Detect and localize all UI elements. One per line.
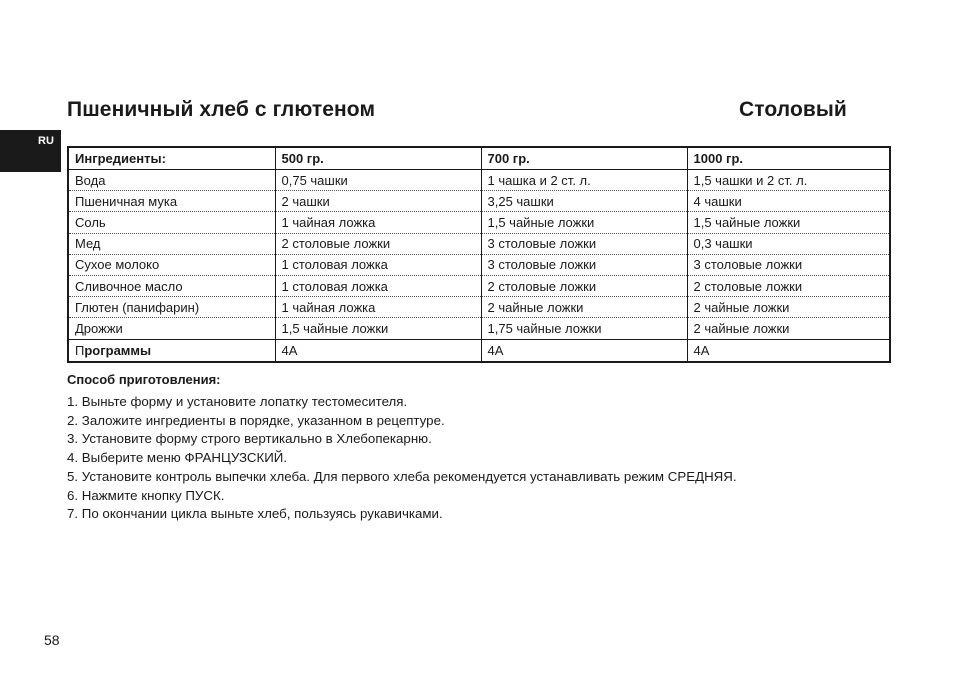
table-row	[68, 254, 890, 275]
program-row	[68, 339, 890, 362]
amount-700g: 2 столовые ложки	[481, 275, 687, 296]
ingredient-name: Вода	[68, 170, 275, 191]
amount-500g: 1,5 чайные ложки	[275, 318, 481, 339]
program-label-initial: П	[75, 342, 85, 358]
amount-500g: 2 столовые ложки	[275, 233, 481, 254]
amount-500g: 0,75 чашки	[275, 170, 481, 191]
ingredient-name: Глютен (панифарин)	[68, 297, 275, 318]
program-700g: 4A	[481, 339, 687, 362]
method-step: 7. По окончании цикла выньте хлеб, пользуясь рукавичками.	[67, 506, 443, 522]
method-step: 3. Установите форму строго вертикально в Хлебопекарню.	[67, 431, 432, 447]
amount-700g: 1,5 чайные ложки	[481, 212, 687, 233]
amount-500g: 1 чайная ложка	[275, 297, 481, 318]
amount-1000g: 1,5 чайные ложки	[687, 212, 890, 233]
table-row	[68, 212, 890, 233]
amount-700g: 3 столовые ложки	[481, 254, 687, 275]
header-1000g: 1000 гр.	[687, 147, 890, 170]
program-1000g: 4A	[687, 339, 890, 362]
header-700g: 700 гр.	[481, 147, 687, 170]
ingredients-table	[67, 146, 891, 363]
method-step: 5. Установите контроль выпечки хлеба. Для первого хлеба рекомендуется устанавливать режим СРЕДНЯЯ.	[67, 468, 737, 484]
amount-1000g: 1,5 чашки и 2 ст. л.	[687, 170, 890, 191]
amount-700g: 3 столовые ложки	[481, 233, 687, 254]
program-500g: 4A	[275, 339, 481, 362]
amount-700g: 1,75 чайные ложки	[481, 318, 687, 339]
page-subtitle: Столовый	[739, 98, 847, 121]
amount-1000g: 2 чайные ложки	[687, 318, 890, 339]
ingredient-name: Сливочное масло	[68, 275, 275, 296]
amount-1000g: 4 чашки	[687, 191, 890, 212]
method-step: 6. Нажмите кнопку ПУСК.	[67, 487, 225, 503]
method-steps	[67, 393, 737, 524]
table-row	[68, 233, 890, 254]
table-row	[68, 170, 890, 191]
amount-500g: 1 столовая ложка	[275, 254, 481, 275]
method-step: 1. Выньте форму и установите лопатку тестомесителя.	[67, 394, 408, 409]
amount-500g: 1 чайная ложка	[275, 212, 481, 233]
ingredient-name: Мед	[68, 233, 275, 254]
ingredient-name: Сухое молоко	[68, 254, 275, 275]
table-row	[68, 318, 890, 339]
amount-500g: 1 столовая ложка	[275, 275, 481, 296]
amount-700g: 3,25 чашки	[481, 191, 687, 212]
table-row	[68, 297, 890, 318]
amount-1000g: 2 столовые ложки	[687, 275, 890, 296]
program-label-rest: рограммы	[84, 342, 152, 358]
table-header-row	[68, 147, 890, 170]
ingredient-name: Пшеничная мука	[68, 191, 275, 212]
method-step: 4. Выберите меню ФРАНЦУЗСКИЙ.	[67, 450, 288, 466]
amount-700g: 1 чашка и 2 ст. л.	[481, 170, 687, 191]
amount-700g: 2 чайные ложки	[481, 297, 687, 318]
ingredient-name: Дрожжи	[68, 318, 275, 339]
table-row	[68, 191, 890, 212]
method-step: 2. Заложите ингредиенты в порядке, указанном в рецептуре.	[67, 412, 445, 428]
program-label	[68, 339, 275, 362]
header-500g: 500 гр.	[275, 147, 481, 170]
table-row	[68, 275, 890, 296]
amount-1000g: 2 чайные ложки	[687, 297, 890, 318]
amount-1000g: 3 столовые ложки	[687, 254, 890, 275]
language-tab	[0, 130, 61, 172]
method-heading: Способ приготовления:	[67, 372, 221, 387]
amount-1000g: 0,3 чашки	[687, 233, 890, 254]
amount-500g: 2 чашки	[275, 191, 481, 212]
header-ingredients: Ингредиенты:	[68, 147, 275, 170]
page-number: 58	[44, 632, 60, 648]
ingredient-name: Соль	[68, 212, 275, 233]
language-tab-label: RU	[38, 135, 54, 147]
page-title: Пшеничный хлеб с глютеном	[67, 98, 376, 121]
